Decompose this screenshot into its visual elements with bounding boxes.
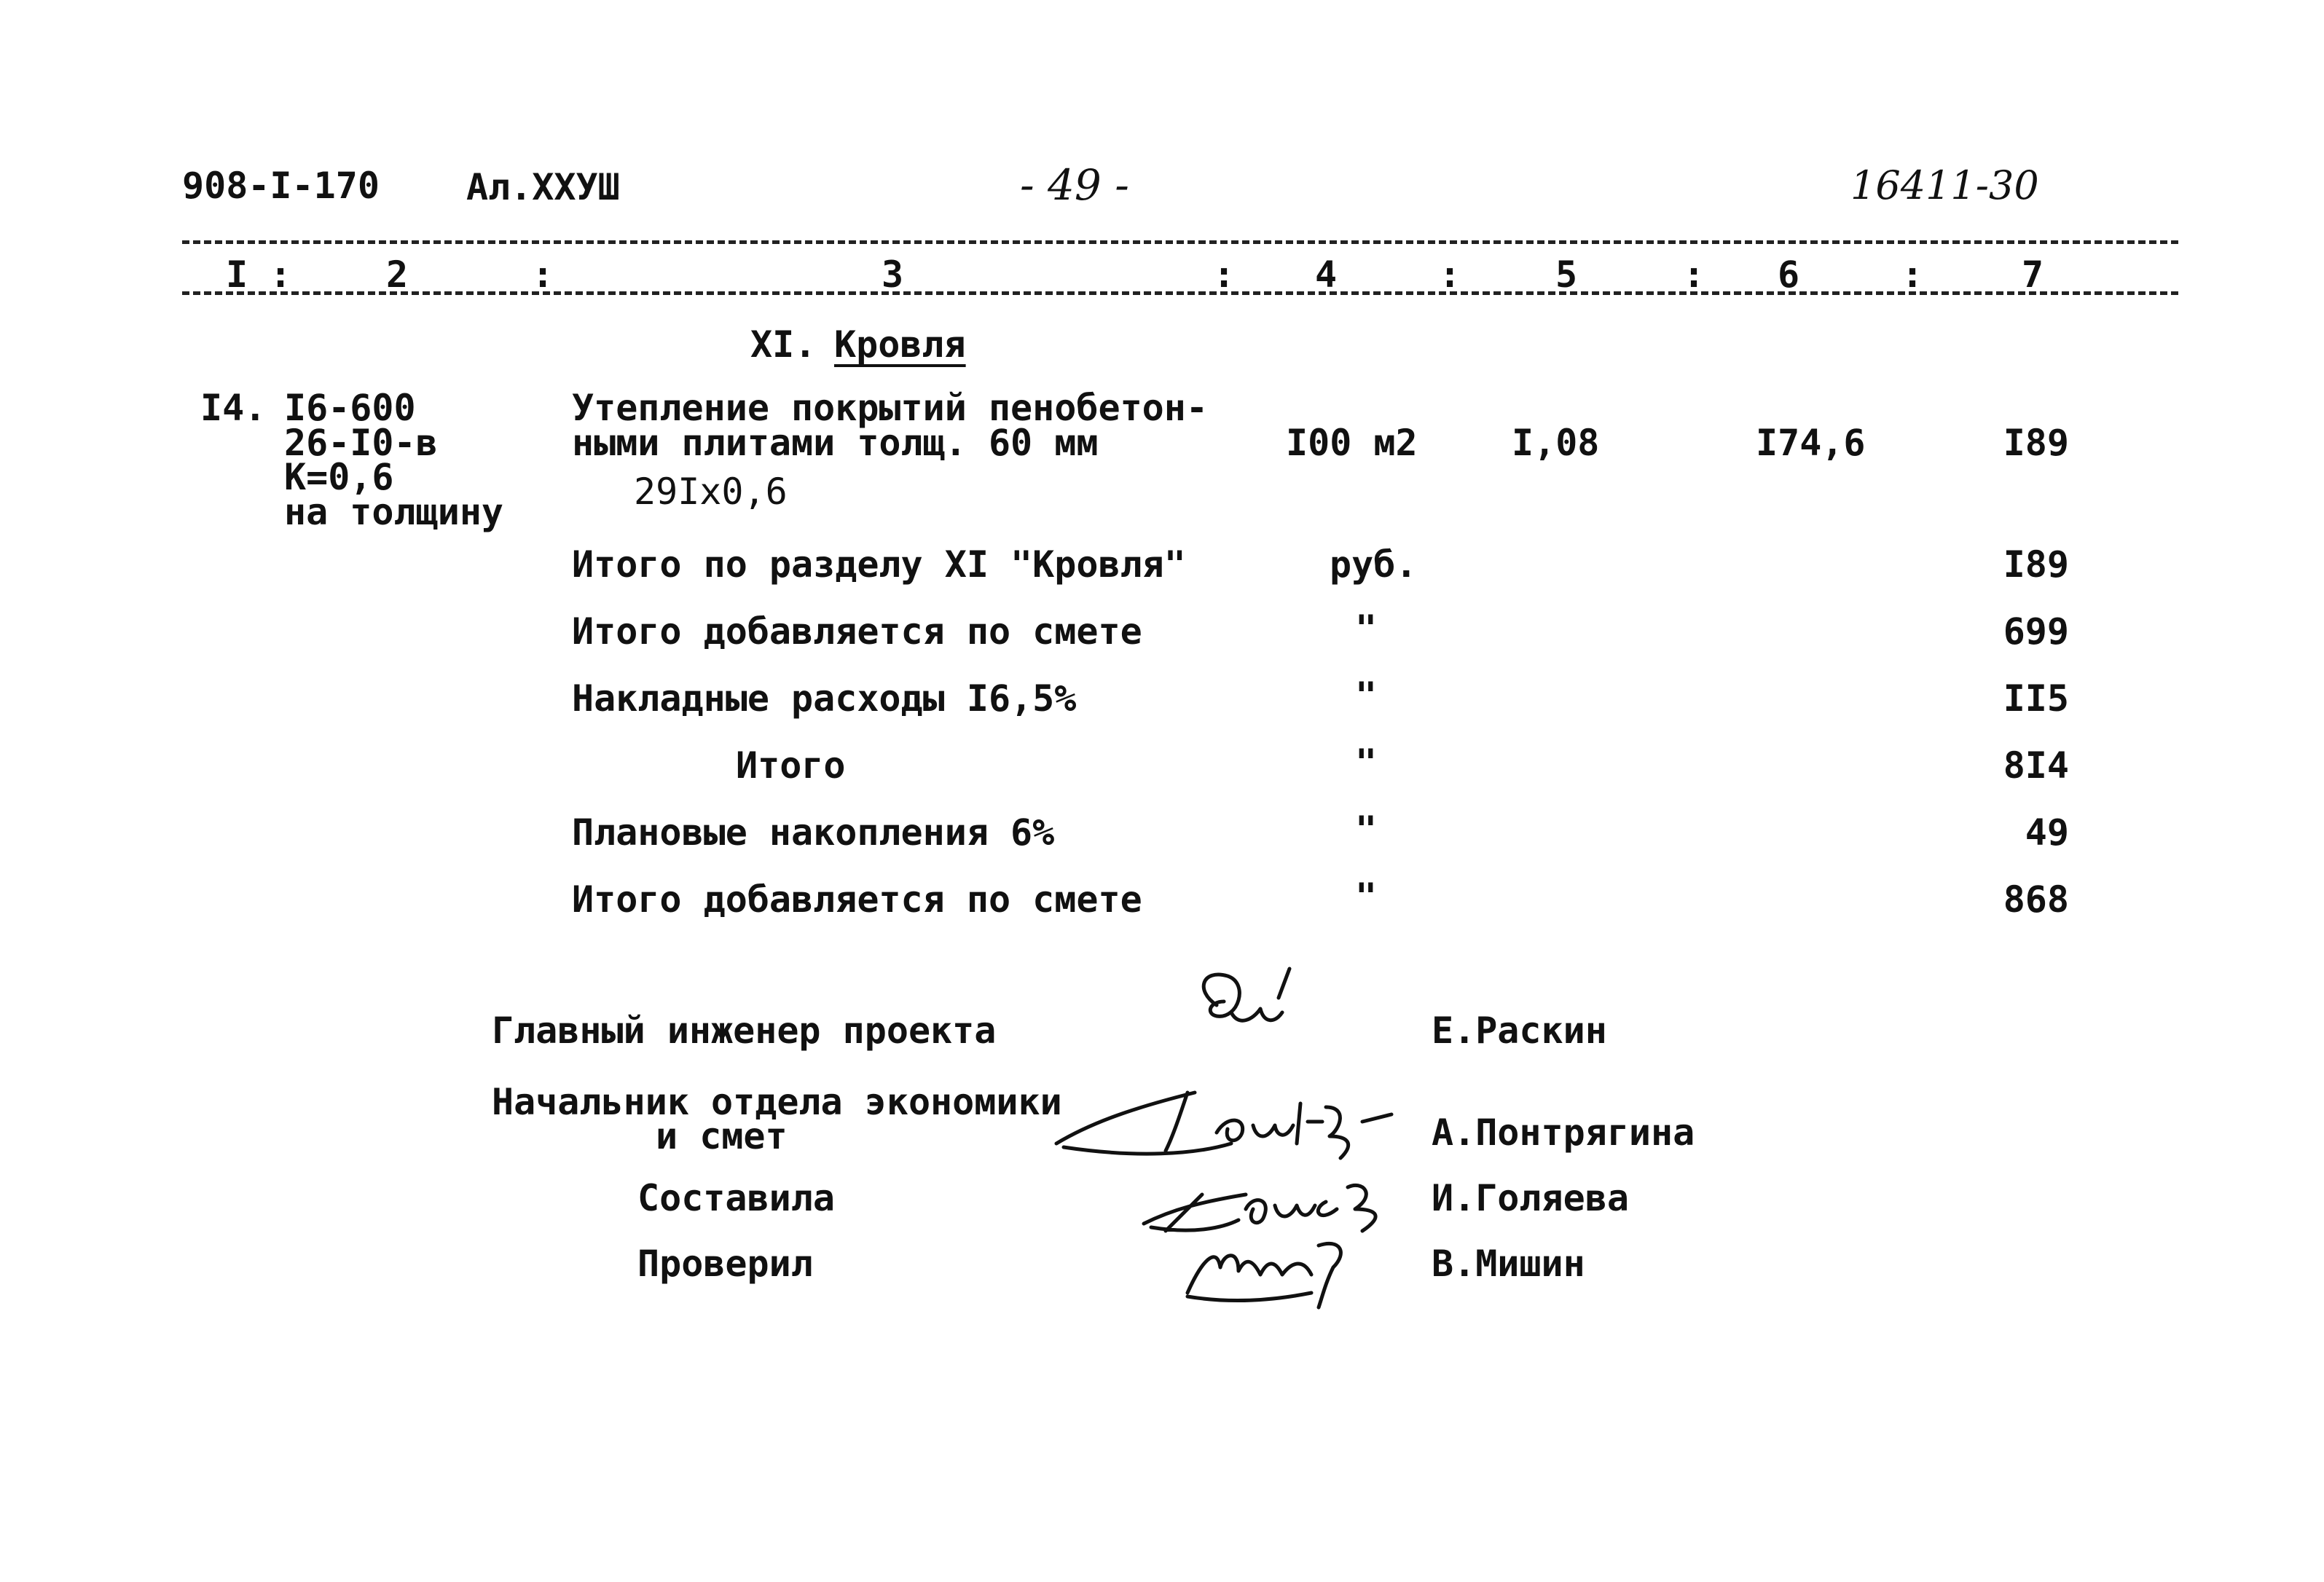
- item-unit: I00 м2: [1286, 422, 1418, 464]
- page-number: - 49 -: [1020, 160, 1129, 210]
- signature-role-line: и смет: [656, 1115, 788, 1157]
- col-5: 5: [1555, 253, 1578, 296]
- signature-name: А.Понтрягина: [1432, 1111, 1695, 1154]
- summary-unit: ": [1355, 607, 1378, 650]
- summary-label: Итого по разделу XI "Кровля": [572, 543, 1186, 586]
- summary-unit: ": [1355, 674, 1378, 717]
- summary-unit: ": [1355, 741, 1378, 784]
- signature-name: И.Голяева: [1432, 1177, 1629, 1219]
- col-6: 6: [1778, 253, 1800, 296]
- item-code-line: К=0,6: [284, 456, 394, 498]
- header-rule-bottom: [182, 291, 2178, 295]
- doc-code: 908-I-170: [182, 165, 380, 207]
- header-rule-top: [182, 240, 2178, 244]
- col-sep: :: [270, 253, 292, 296]
- item-code-line: 26-I0-в: [284, 422, 438, 464]
- col-sep: :: [1213, 253, 1236, 296]
- signature-name: Е.Раскин: [1432, 1010, 1607, 1052]
- handwritten-signature: [1137, 1165, 1428, 1311]
- summary-label: Итого добавляется по смете: [572, 610, 1142, 653]
- item-code-line: I6-600: [284, 387, 416, 429]
- summary-value: 868: [2003, 878, 2069, 921]
- item-total: I89: [2003, 422, 2069, 464]
- summary-value: I89: [2003, 543, 2069, 586]
- handwritten-signature: [1187, 961, 1333, 1063]
- handwritten-signature: [1049, 1063, 1399, 1165]
- item-quantity: I,08: [1512, 422, 1600, 464]
- item-calculation: 29Ix0,6: [634, 471, 788, 513]
- col-sep: :: [1683, 253, 1705, 296]
- item-number: I4.: [200, 387, 267, 429]
- signature-role: Главный инженер проекта: [492, 1010, 997, 1052]
- inventory-number: 16411-30: [1850, 162, 2039, 208]
- signature-role: Проверил: [637, 1243, 813, 1285]
- summary-value: 699: [2003, 610, 2069, 653]
- summary-label: Итого добавляется по смете: [572, 878, 1142, 921]
- section-title: Кровля: [834, 323, 966, 366]
- item-price: I74,6: [1756, 422, 1866, 464]
- signature-name: В.Мишин: [1432, 1243, 1585, 1285]
- summary-unit: ": [1355, 808, 1378, 851]
- summary-unit: руб.: [1330, 543, 1418, 586]
- signature-role: Составила: [637, 1177, 835, 1219]
- summary-value: 49: [2025, 811, 2069, 854]
- summary-label: Плановые накопления 6%: [572, 811, 1055, 854]
- album-number: Ал.XXУШ: [466, 166, 620, 208]
- col-sep: :: [1901, 253, 1924, 296]
- summary-value: II5: [2003, 677, 2069, 720]
- summary-unit: ": [1355, 875, 1378, 918]
- summary-label: Накладные расходы I6,5%: [572, 677, 1077, 720]
- col-4: 4: [1315, 253, 1338, 296]
- item-description-line: Утепление покрытий пенобетон-: [572, 387, 1208, 429]
- col-1: I: [226, 253, 248, 296]
- signature-role-line: Начальник отдела экономики: [492, 1081, 1062, 1123]
- summary-value: 8I4: [2003, 744, 2069, 787]
- item-code-line: на толщину: [284, 491, 504, 533]
- col-sep: :: [532, 253, 554, 296]
- section-number: XI.: [750, 323, 817, 366]
- col-7: 7: [2022, 253, 2044, 296]
- item-description-line: ными плитами толщ. 60 мм: [572, 422, 1099, 464]
- col-2: 2: [386, 253, 409, 296]
- summary-label: Итого: [736, 744, 846, 787]
- col-sep: :: [1439, 253, 1461, 296]
- col-3: 3: [882, 253, 904, 296]
